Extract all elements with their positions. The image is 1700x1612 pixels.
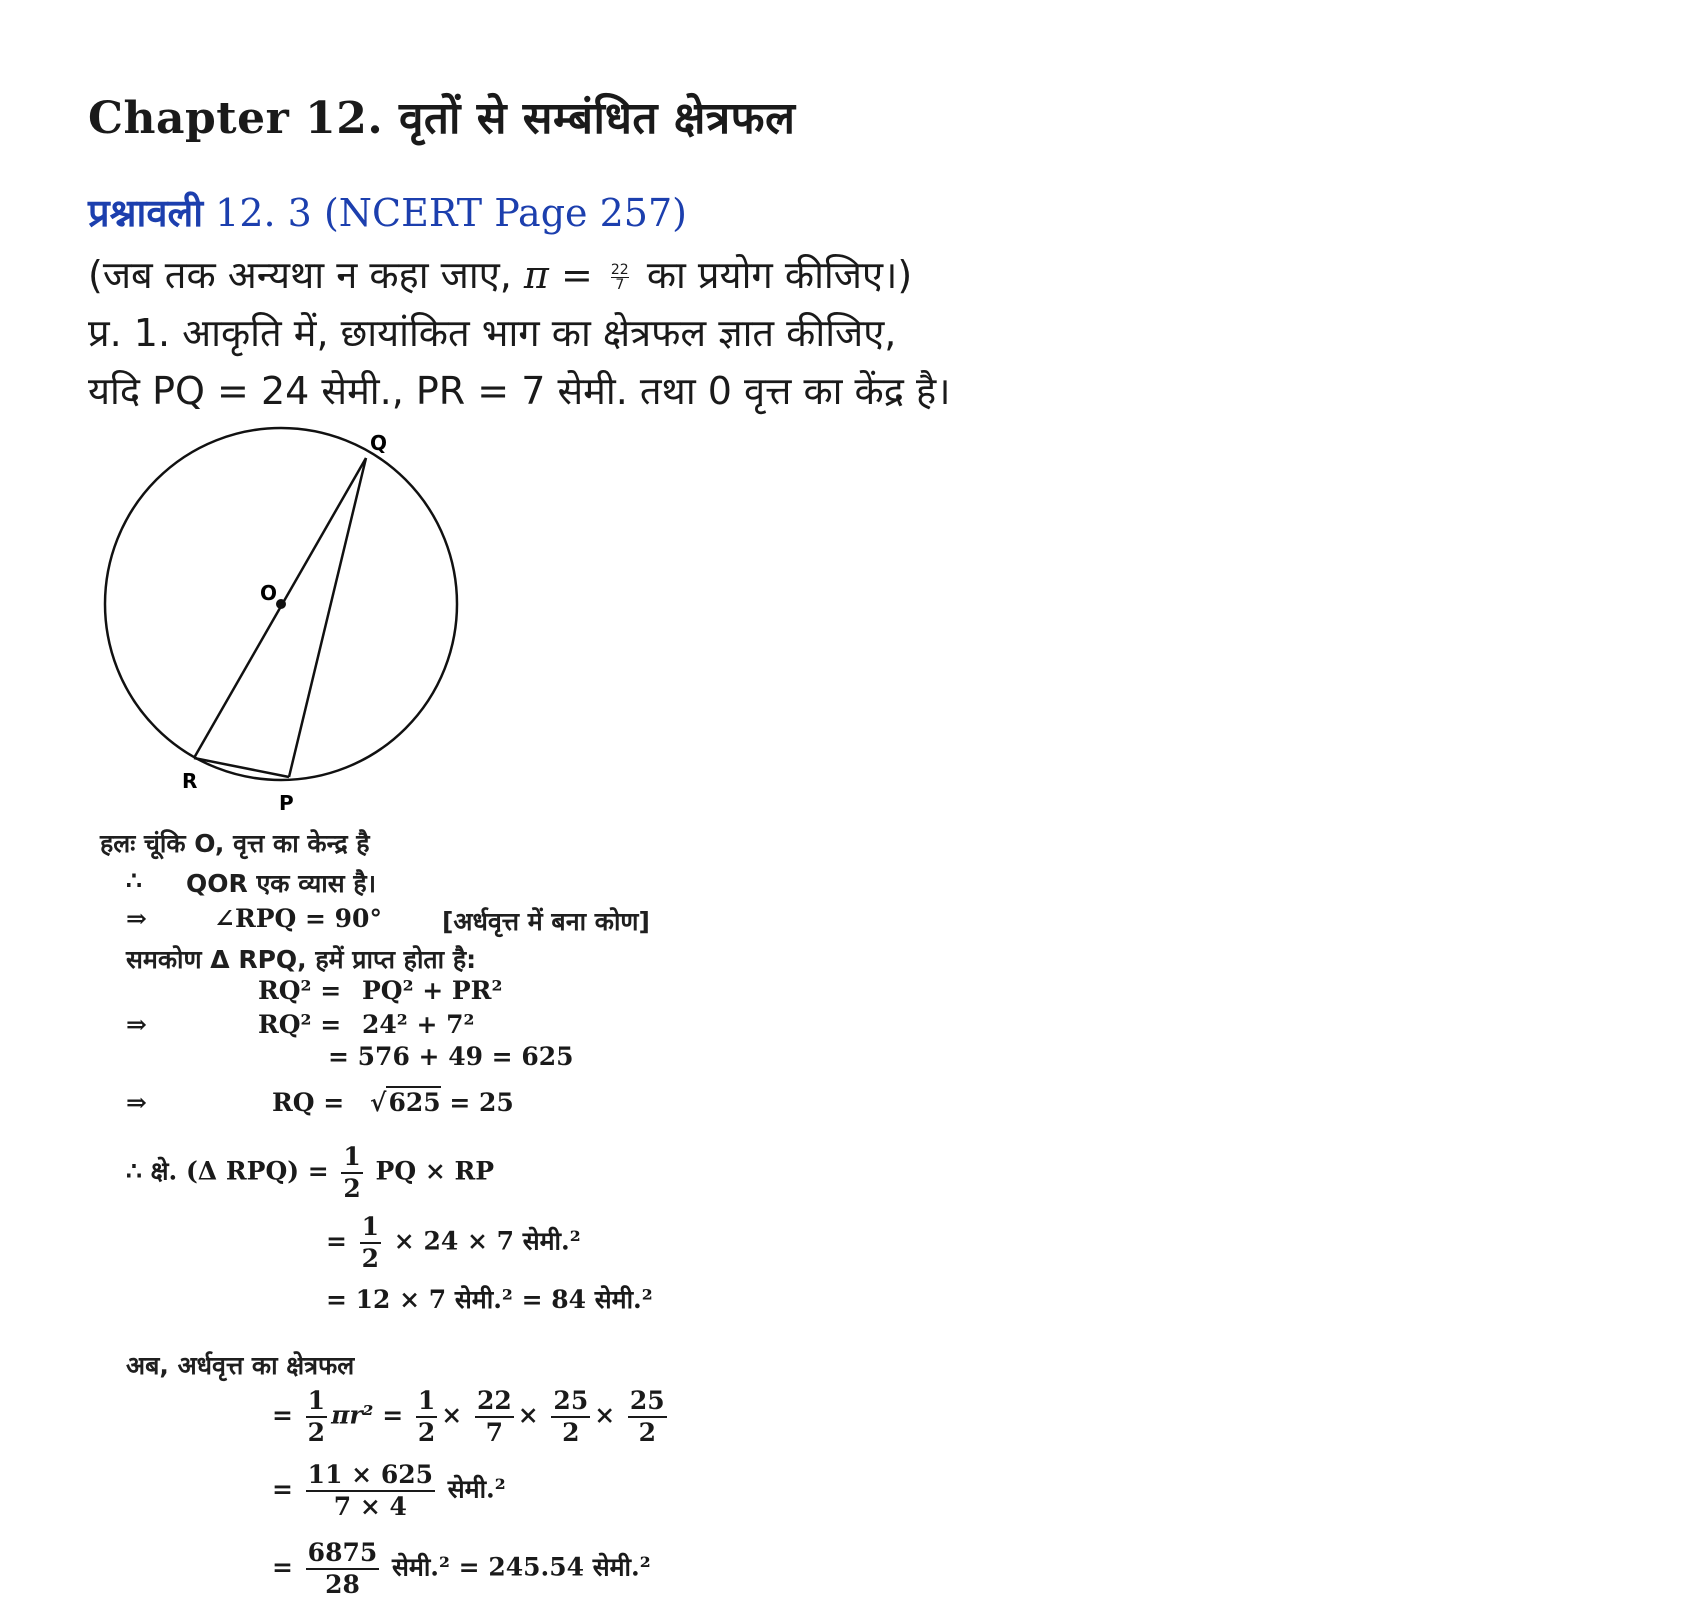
radius-fraction [551, 1386, 590, 1448]
substitution-lhs: RQ² = [258, 1010, 342, 1039]
triangle-area-result: = 12 × 7 सेमी.² = 84 सेमी.² [326, 1285, 653, 1314]
triangle-area-formula: PQ × RP [375, 1156, 495, 1186]
times-symbol: × [517, 1400, 539, 1430]
substitution-rhs: 24² + 7² [362, 1010, 475, 1039]
half-den: 2 [343, 1174, 361, 1203]
pythagoras-rhs: PQ² + PR² [362, 976, 503, 1005]
result-value: सेमी.² = 245.54 सेमी.² [391, 1552, 651, 1582]
triangle-area-substitution: × 24 × 7 सेमी.² [393, 1226, 581, 1256]
times-symbol: × [441, 1400, 463, 1430]
half-num: 1 [360, 1212, 381, 1244]
result-fraction [306, 1538, 380, 1600]
pi-denominator: 7 [615, 277, 625, 293]
unit: सेमी.² [447, 1474, 506, 1504]
semicircle-area-result [272, 1538, 651, 1600]
pi-symbol: π = [523, 253, 593, 297]
exercise-label: प्रश्नावली [88, 191, 204, 235]
pi-den: 7 [485, 1418, 504, 1447]
exercise-reference: 12. 3 (NCERT Page 257) [215, 191, 687, 235]
rq-lhs: RQ = [272, 1088, 345, 1117]
equals: = [326, 1226, 347, 1256]
result-den: 28 [325, 1570, 360, 1599]
rq-root: √625 = 25 [370, 1088, 514, 1117]
chord-qp [289, 458, 366, 777]
step-fraction [306, 1460, 435, 1522]
half-fraction [306, 1386, 327, 1448]
question-line-2: यदि PQ = 24 सेमी., PR = 7 सेमी. तथा 0 वृत्त का केंद्र है। [88, 369, 951, 413]
sum-line: = 576 + 49 = 625 [328, 1042, 574, 1071]
half-num: 1 [306, 1386, 327, 1418]
label-r: R [182, 769, 198, 793]
half-den: 2 [307, 1418, 326, 1447]
root-value: 625 [388, 1088, 441, 1117]
half-fraction [341, 1142, 362, 1204]
implies-symbol: ⇒ [126, 1088, 147, 1117]
pi-numerator: 22 [610, 262, 629, 278]
implies-symbol: ⇒ [126, 1010, 147, 1039]
question-line-1: प्र. 1. आकृति में, छायांकित भाग का क्षेत्रफल ज्ञात कीजिए, [88, 311, 897, 355]
triangle-area-lhs [126, 1142, 494, 1204]
half-den: 2 [361, 1244, 380, 1273]
label-q: Q [370, 431, 388, 455]
half-den: 2 [417, 1418, 436, 1447]
radius-den: 2 [562, 1418, 580, 1447]
step-den: 7 × 4 [333, 1492, 407, 1521]
label-p: P [279, 791, 294, 815]
radius-num: 25 [551, 1386, 590, 1418]
pythagoras-lhs: RQ² = [258, 976, 342, 1005]
equals: = [272, 1552, 293, 1582]
half-num: 1 [341, 1142, 362, 1174]
step-num: 11 × 625 [306, 1460, 435, 1492]
implies-symbol: ⇒ [126, 904, 147, 933]
label-o: O [260, 581, 278, 605]
half-fraction [360, 1212, 381, 1274]
solution-line-3: ∠RPQ = 90° [214, 904, 382, 933]
radius-den: 2 [638, 1418, 656, 1447]
circle-figure [92, 418, 472, 828]
chapter-title: Chapter 12. वृतों से सम्बंधित क्षेत्रफल [88, 93, 796, 144]
instruction-suffix: का प्रयोग कीजिए।) [646, 253, 913, 297]
pi-r-squared: πr² = [331, 1400, 404, 1430]
center-point [276, 599, 286, 609]
rq-result: = 25 [449, 1088, 514, 1117]
therefore-symbol: ∴ [126, 866, 142, 895]
chord-rp [194, 758, 289, 777]
semicircle-area-formula [272, 1386, 671, 1448]
triangle-area-label: ∴ क्षे. (Δ RPQ) = [126, 1156, 329, 1186]
pi-num: 22 [475, 1386, 514, 1418]
result-num: 6875 [306, 1538, 380, 1570]
solution-line-1: हलः चूंकि O, वृत्त का केन्द्र है [100, 829, 370, 858]
half-num: 1 [416, 1386, 437, 1418]
triangle-area-step [326, 1212, 581, 1274]
solution-line-4: समकोण Δ RPQ, हमें प्राप्त होता है: [126, 945, 477, 974]
half-fraction [416, 1386, 437, 1448]
solution-line-2: QOR एक व्यास है। [186, 869, 377, 898]
pi-fraction [611, 263, 629, 292]
equals: = [272, 1474, 293, 1504]
times-symbol: × [594, 1400, 616, 1430]
radius-num: 25 [628, 1386, 667, 1418]
radius-fraction [628, 1386, 667, 1448]
semicircle-angle-note: [अर्धवृत्त में बना कोण] [442, 907, 650, 936]
exercise-heading [88, 186, 687, 238]
instruction-line [88, 248, 912, 300]
equals: = [272, 1400, 293, 1430]
pi-value-fraction [475, 1386, 514, 1448]
instruction-prefix: (जब तक अन्यथा न कहा जाए, [88, 253, 512, 297]
semicircle-area-step [272, 1460, 506, 1522]
semicircle-area-heading: अब, अर्धवृत्त का क्षेत्रफल [126, 1351, 355, 1380]
